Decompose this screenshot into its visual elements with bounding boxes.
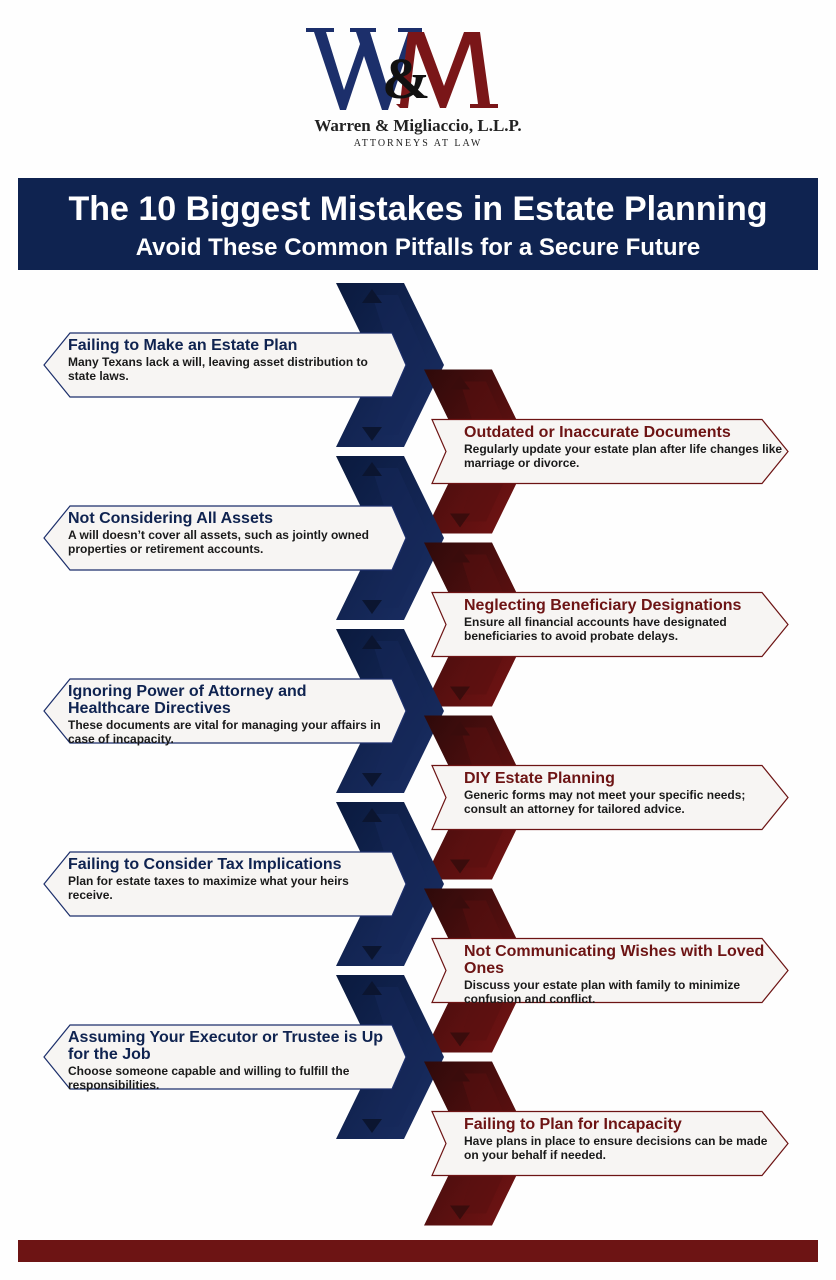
mistake-title: Not Considering All Assets (68, 510, 274, 527)
page-subtitle: Avoid These Common Pitfalls for a Secure Future (135, 234, 701, 261)
mistake-title: Failing to Consider Tax Implications (68, 856, 342, 873)
footer-bar (18, 1240, 818, 1262)
mistake-title: DIY Estate Planning (464, 769, 615, 787)
mistake-card-9 (68, 1029, 388, 1092)
firm-logo (300, 24, 540, 160)
mistake-card-1 (68, 337, 388, 383)
mistake-description: Regularly update your estate plan after life changes like marriage or divorce. (464, 441, 783, 470)
mistake-card-5 (68, 683, 388, 746)
mistake-card-10 (464, 1116, 784, 1162)
mistake-card-4 (464, 597, 784, 643)
firm-subtitle: ATTORNEYS AT LAW (353, 138, 483, 149)
title-banner (18, 178, 818, 270)
mistake-title: Failing to Plan for Incapacity (464, 1115, 682, 1133)
wm-monogram-logo (304, 24, 504, 112)
mistake-card-7 (68, 856, 388, 902)
mistake-description: A will doesn’t cover all assets, such as jointly owned properties or retirement accounts. (68, 528, 369, 556)
mistake-description: Generic forms may not meet your specific needs; consult an attorney for tailored advice. (464, 787, 746, 816)
mistake-description: Plan for estate taxes to maximize what your heirs receive. (68, 874, 349, 902)
mistake-title: Ignoring Power of Attorney and Healthcare Directives (68, 683, 307, 717)
page-title: The 10 Biggest Mistakes in Estate Planning (68, 190, 768, 228)
mistake-title: Assuming Your Executor or Trustee is Up for the Job (68, 1029, 384, 1063)
firm-name: Warren & Migliaccio, L.L.P. (314, 116, 522, 135)
mistake-card-6 (464, 770, 784, 816)
mistake-card-2 (464, 424, 784, 470)
mistake-title: Failing to Make an Estate Plan (68, 337, 298, 354)
mistake-title: Outdated or Inaccurate Documents (464, 423, 731, 441)
mistake-description: Ensure all financial accounts have designated beneficiaries to avoid probate delays. (464, 614, 727, 643)
mistake-description: These documents are vital for managing your affairs in case of incapacity. (68, 718, 381, 746)
mistake-description: Many Texans lack a will, leaving asset distribution to state laws. (68, 355, 368, 383)
svg-text:&: & (382, 46, 431, 111)
mistake-description: Have plans in place to ensure decisions can be made on your behalf if needed. (464, 1133, 768, 1162)
mistake-card-8 (464, 943, 784, 1006)
mistake-card-3 (68, 510, 388, 556)
mistake-description: Discuss your estate plan with family to minimize confusion and conflict. (464, 977, 741, 1006)
mistake-title: Not Communicating Wishes with Loved Ones (464, 942, 765, 977)
mistake-title: Neglecting Beneficiary Designations (464, 596, 742, 614)
mistake-description: Choose someone capable and willing to fulfill the responsibilities. (68, 1064, 350, 1092)
